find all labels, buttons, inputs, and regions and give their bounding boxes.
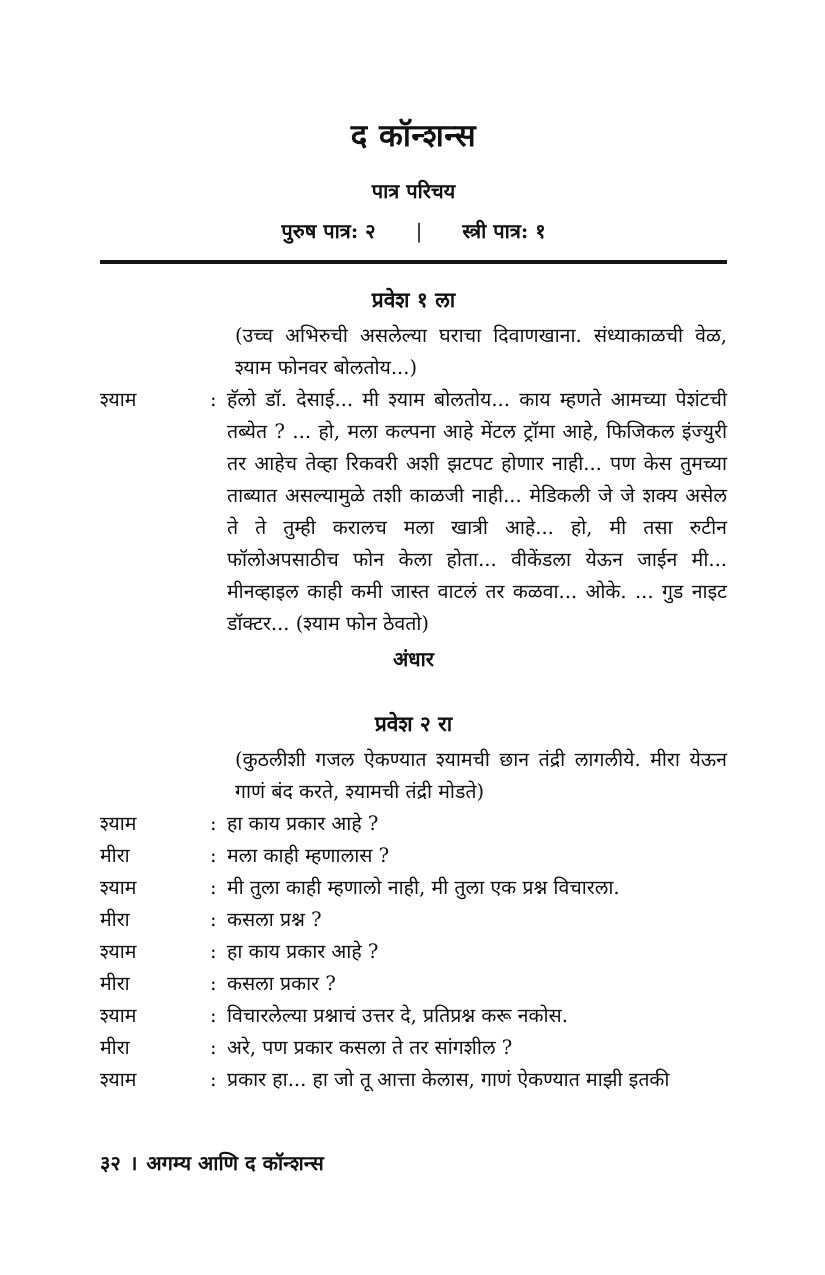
speaker-name: श्याम: [100, 388, 137, 411]
title-block: [100, 118, 727, 264]
dialogue-row: [100, 1000, 727, 1032]
scene-2-stage-direction: (कुठलीशी गजल ऐकण्यात श्यामची छान तंद्री लागलीये. मीरा येऊन गाणं बंद करते, श्यामची तंद्री मोडते): [235, 748, 727, 803]
divider-rule: [100, 260, 727, 264]
speaker-colon: :: [210, 1036, 217, 1059]
dialogue-text: हा काय प्रकार आहे ?: [227, 812, 379, 835]
dialogue-text: कसला प्रश्न ?: [227, 908, 322, 931]
dialogue-row: [100, 808, 727, 840]
speaker-colon: :: [210, 388, 217, 411]
speaker-name: श्याम: [100, 1004, 137, 1027]
dialogue-row: [100, 968, 727, 1000]
cast-separator-bar: |: [415, 219, 423, 243]
dialogue-row: [100, 936, 727, 968]
dialogue-text: हा काय प्रकार आहे ?: [227, 940, 379, 963]
play-title: द कॉन्शन्स: [350, 118, 477, 154]
speaker-colon: :: [210, 972, 217, 995]
blackout-heading: अंधार: [393, 647, 434, 671]
speaker-name: मीरा: [100, 844, 130, 867]
dialogue-text: मी तुला काही म्हणालो नाही, मी तुला एक प्रश्न विचारला.: [227, 876, 620, 899]
cast-heading: पात्र परिचय: [371, 179, 456, 203]
cast-line: [100, 218, 727, 244]
speaker-colon: :: [210, 908, 217, 931]
speaker-colon: :: [210, 1068, 217, 1091]
dialogue-text: अरे, पण प्रकार कसला ते तर सांगशील ?: [227, 1036, 513, 1059]
dialogue-text: हॅलो डॉ. देसाई... मी श्याम बोलतोय... काय म्हणते आमच्या पेशंटची तब्येत ? ... हो, मला कल्पना आहे मेंटल ट्रॉमा आहे, फिजिकल इंज्युरी तर आहेच तेव्हा रिकवरी अशी झटपट होणार नाही... पण केस तुमच्या ताब्यात असल्यामुळे तशी काळजी नाही... मेडिकली जे जे शक्य असेल ते ते तुम्ही करालच मला खात्री आहे... हो, मी तसा रुटीन फॉलोअपसाठीच फोन केला होता... वीकेंडला येऊन जाईन मी... मीनव्हाइल काही कमी जास्त वाटलं तर कळवा... ओके. ... गुड नाइट डॉक्टर... (श्याम फोन ठेवतो): [227, 388, 727, 635]
speaker-colon: :: [210, 812, 217, 835]
dialogue-text: कसला प्रकार ?: [227, 972, 336, 995]
scene-1-stage-direction: (उच्च अभिरुची असलेल्या घराचा दिवाणखाना. संध्याकाळची वेळ, श्याम फोनवर बोलतोय...): [235, 324, 727, 379]
speaker-name: श्याम: [100, 812, 137, 835]
scene-2-heading: प्रवेश २ रा: [374, 711, 453, 736]
page-number: ३२: [100, 1151, 121, 1175]
speaker-colon: :: [210, 844, 217, 867]
scene-1-heading: प्रवेश १ ला: [371, 287, 456, 312]
speaker-colon: :: [210, 940, 217, 963]
speaker-name: श्याम: [100, 876, 137, 899]
dialogue-text: विचारलेल्या प्रश्नाचं उत्तर दे, प्रतिप्रश्न करू नकोस.: [227, 1004, 568, 1027]
male-cast-count: पुरुष पात्र: २: [281, 219, 376, 243]
dialogue-row: [100, 1032, 727, 1064]
page-footer: [100, 1150, 324, 1176]
scene-2-dialogue: [100, 808, 727, 1096]
dialogue-row: [100, 872, 727, 904]
scene-2: [100, 710, 727, 1096]
speaker-colon: :: [210, 1004, 217, 1027]
dialogue-row: [100, 384, 727, 640]
dialogue-row: [100, 904, 727, 936]
dialogue-row: [100, 840, 727, 872]
speaker-colon: :: [210, 876, 217, 899]
scene-1-dialogue: [100, 384, 727, 640]
speaker-name: मीरा: [100, 908, 130, 931]
dialogue-row: [100, 1064, 727, 1096]
dialogue-text: मला काही म्हणालास ?: [227, 844, 390, 867]
female-cast-count: स्त्री पात्र: १: [462, 219, 546, 243]
footer-separator: ।: [129, 1151, 138, 1175]
speaker-name: मीरा: [100, 972, 130, 995]
speaker-name: मीरा: [100, 1036, 130, 1059]
speaker-name: श्याम: [100, 940, 137, 963]
scene-1: [100, 286, 727, 674]
speaker-name: श्याम: [100, 1068, 137, 1091]
book-title: अगम्य आणि द कॉन्शन्स: [146, 1151, 324, 1175]
dialogue-text: प्रकार हा... हा जो तू आत्ता केलास, गाणं ऐकण्यात माझी इतकी: [227, 1068, 670, 1091]
